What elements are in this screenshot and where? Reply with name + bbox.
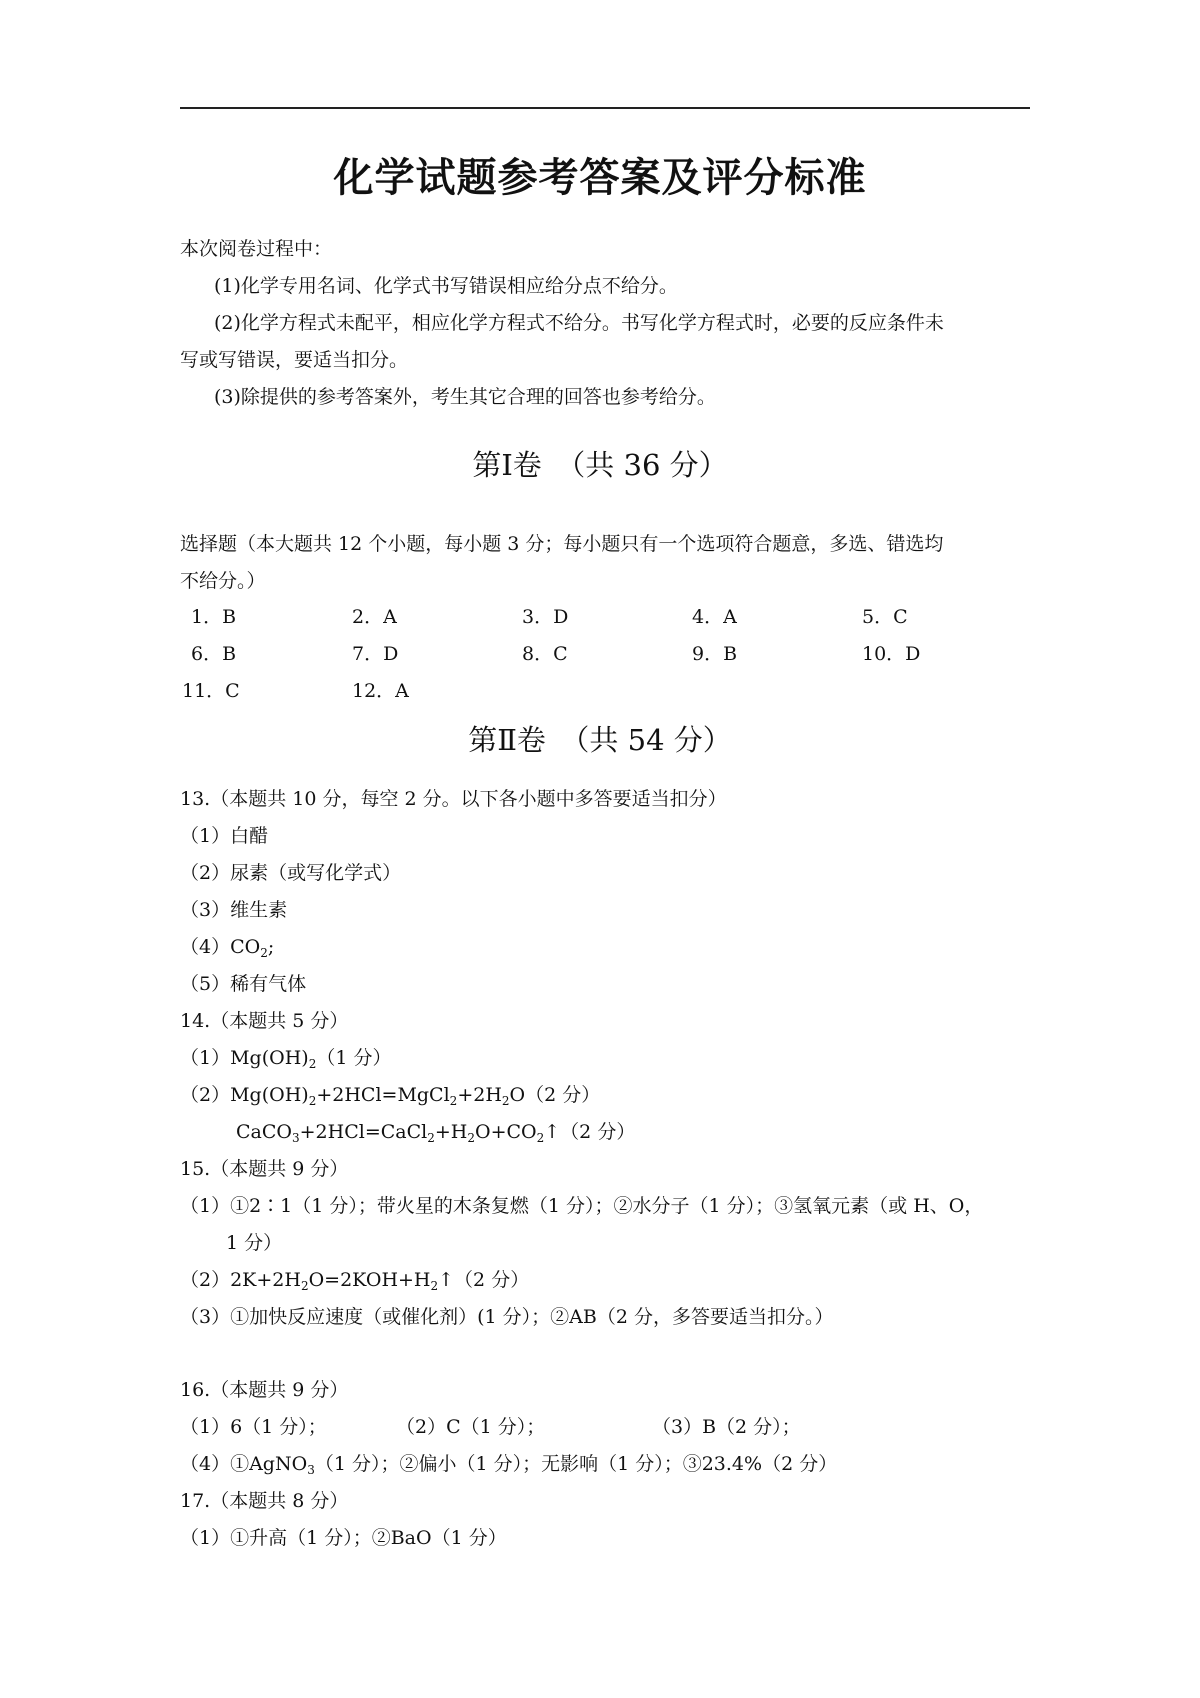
formula-text: （2）Mg(OH) (180, 1084, 309, 1106)
mc-answer: 12．A (352, 680, 409, 702)
score-text: （1 分）；②偏小（1 分）；无影响（1 分）；③23.4%（2 分） (314, 1453, 838, 1475)
subscript: 2 (300, 1279, 309, 1293)
q14-answer-2 (180, 1084, 601, 1108)
mc-answer: 1．B (191, 606, 237, 628)
score-text: （1 分） (316, 1047, 392, 1069)
q14-answer-2-equation-2 (236, 1121, 636, 1145)
part1-heading: 第Ⅰ卷 （共 36 分） (472, 448, 728, 482)
q17-answer-1: （1）①升高（1 分）；②BaO（1 分） (180, 1527, 507, 1549)
formula-text: O=2KOH+H (308, 1269, 431, 1291)
part2-heading: 第Ⅱ卷 （共 54 分） (468, 723, 732, 757)
part1-description-line-2: 不给分。） (180, 570, 266, 592)
formula-text: ↑（2 分） (438, 1269, 530, 1291)
formula-text: （2）2K+2H (180, 1269, 301, 1291)
intro-rule-1: (1)化学专用名词、化学式书写错误相应给分点不给分。 (214, 275, 678, 297)
mc-answer: 10．D (862, 643, 921, 665)
q15-answer-2 (180, 1269, 530, 1293)
q13-answer-1: （1）白醋 (180, 825, 269, 847)
q17-header: 17.（本题共 8 分） (180, 1490, 349, 1512)
mc-answer: 4．A (692, 606, 737, 628)
q13-answer-4-punct: ; (267, 936, 275, 958)
mc-answer: 2．A (352, 606, 397, 628)
formula-text: +H (434, 1121, 468, 1143)
mc-answer: 3．D (522, 606, 569, 628)
q15-header: 15.（本题共 9 分） (180, 1158, 349, 1180)
intro-heading: 本次阅卷过程中： (180, 238, 333, 260)
formula-text: +2HCl=MgCl (316, 1084, 450, 1106)
formula-text: CaCO (236, 1121, 292, 1143)
intro-rule-2-line-1: (2)化学方程式未配平，相应化学方程式不给分。书写化学方程式时，必要的反应条件未 (214, 312, 944, 334)
subscript: 2 (501, 1094, 510, 1108)
subscript: 2 (260, 946, 268, 960)
q13-answer-5: （5）稀有气体 (180, 973, 307, 995)
q16-answer-1: （1）6（1 分）； (180, 1416, 327, 1438)
subscript: 2 (536, 1131, 545, 1145)
mc-answer: 9．B (692, 643, 738, 665)
q14-answer-1 (180, 1047, 392, 1071)
q13-answer-3: （3）维生素 (180, 899, 288, 921)
intro-rule-2-line-2: 写或写错误，要适当扣分。 (180, 349, 409, 371)
q16-answer-3: （3）B（2 分）； (652, 1416, 801, 1438)
part1-description-line-1: 选择题（本大题共 12 个小题，每小题 3 分；每小题只有一个选项符合题意，多选、错选均 (180, 533, 944, 555)
mc-answer: 5．C (862, 606, 908, 628)
subscript: 2 (308, 1057, 317, 1071)
q16-answer-4 (180, 1453, 838, 1477)
subscript: 2 (430, 1279, 439, 1293)
formula-text: （4）①AgNO (180, 1453, 308, 1475)
subscript: 3 (291, 1131, 300, 1145)
subscript: 2 (308, 1094, 317, 1108)
q16-header: 16.（本题共 9 分） (180, 1379, 349, 1401)
subscript: 2 (449, 1094, 458, 1108)
subscript: 2 (427, 1131, 435, 1145)
q13-answer-2: （2）尿素（或写化学式） (180, 862, 402, 884)
formula-text: （1）Mg(OH) (180, 1047, 309, 1069)
q16-answer-2: （2）C（1 分）； (396, 1416, 546, 1438)
formula-text: +2H (457, 1084, 502, 1106)
intro-rule-3: (3)除提供的参考答案外，考生其它合理的回答也参考给分。 (214, 386, 716, 408)
subscript: 3 (307, 1463, 315, 1477)
formula-text: ↑（2 分） (544, 1121, 636, 1143)
formula-text: O（2 分） (509, 1084, 601, 1106)
q15-answer-3: （3）①加快反应速度（或催化剂）(1 分）；②AB（2 分，多答要适当扣分。） (180, 1306, 834, 1328)
subscript: 2 (467, 1131, 475, 1145)
page-title: 化学试题参考答案及评分标准 (333, 155, 867, 201)
mc-answer: 7．D (352, 643, 399, 665)
top-rule (180, 107, 1030, 109)
formula-text: O+CO (475, 1121, 537, 1143)
q13-answer-4-text: （4）CO (180, 936, 261, 958)
mc-answer: 6．B (191, 643, 237, 665)
q13-answer-4 (180, 936, 275, 960)
q14-header: 14.（本题共 5 分） (180, 1010, 349, 1032)
mc-answer: 8．C (522, 643, 568, 665)
q13-header: 13.（本题共 10 分，每空 2 分。以下各小题中多答要适当扣分） (180, 788, 727, 810)
mc-answer: 11．C (182, 680, 240, 702)
q15-answer-1-line-1: （1）①2∶1（1 分）；带火星的木条复燃（1 分）；②水分子（1 分）；③氢氧元素（或 H、O， (180, 1195, 984, 1217)
q15-answer-1-line-2: 1 分） (226, 1232, 283, 1254)
formula-text: +2HCl=CaCl (299, 1121, 428, 1143)
